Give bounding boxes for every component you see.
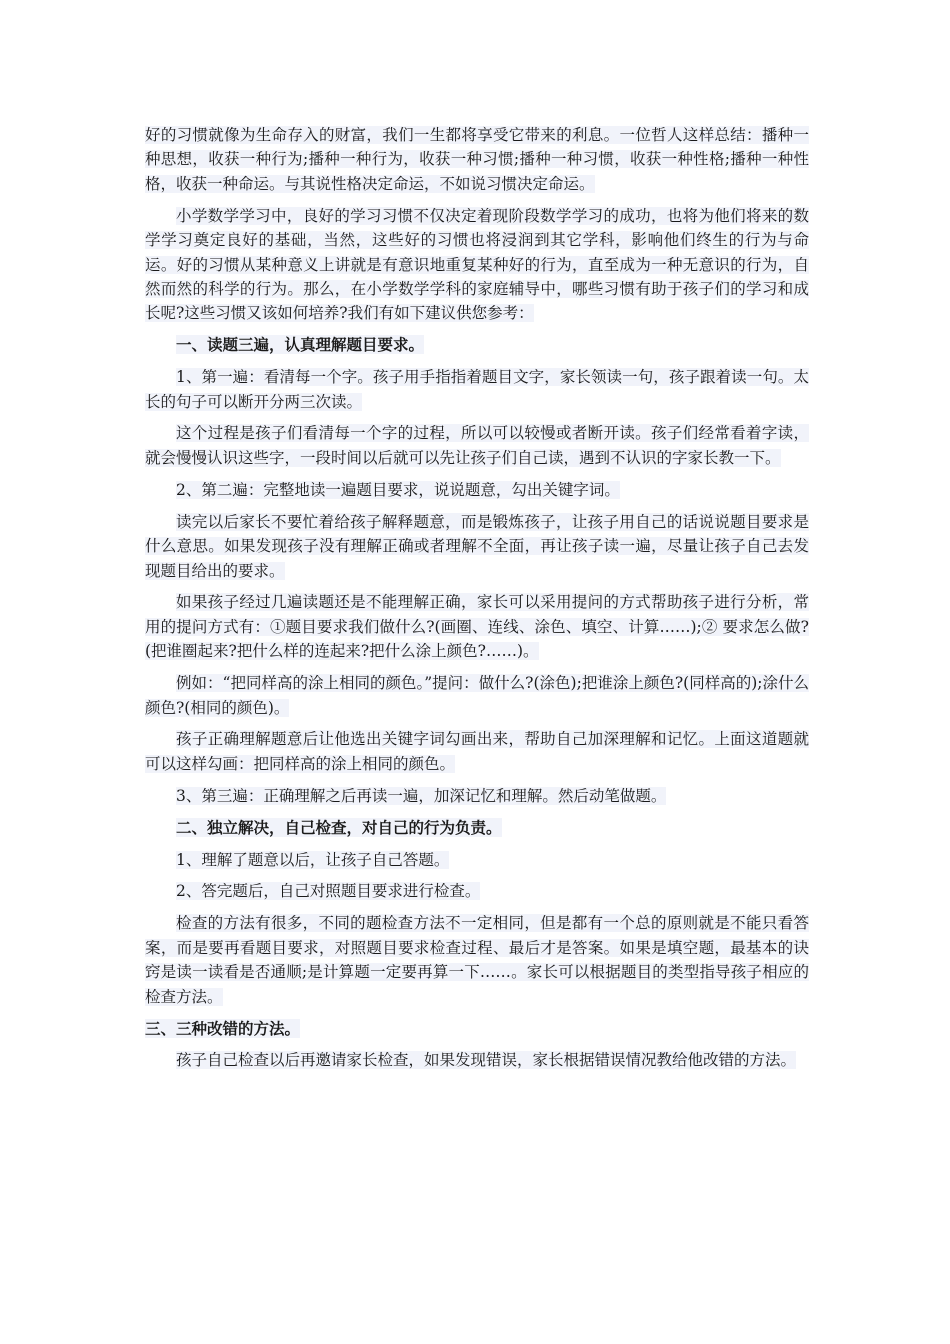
body-paragraph: 孩子自己检查以后再邀请家长检查，如果发现错误，家长根据错误情况教给他改错的方法。 [176,1051,797,1070]
section-heading-2: 二、独立解决，自己检查，对自己的行为负责。 [176,817,502,837]
section-heading-3: 三、三种改错的方法。 [145,1018,301,1038]
body-paragraph: 读完以后家长不要忙着给孩子解释题意，而是锻炼孩子，让孩子用自己的话说说题目要求是什么意思。如果发现孩子没有理解正确或者理解不全面，再让孩子读一遍，尽量让孩子自己去发现题目给出的要求。 [145,512,809,580]
intro-paragraph: 好的习惯就像为生命存入的财富，我们一生都将享受它带来的利息。一位哲人这样总结：播种一种思想，收获一种行为;播种一种行为，收获一种习惯;播种一种习惯，收获一种性格;播种一种性格，收获一种命运。与其说性格决定命运，不如说习惯决定命运。 [145,126,809,193]
document-page [145,123,809,1080]
body-paragraph: 孩子正确理解题意后让他选出关键字词勾画出来，帮助自己加深理解和记忆。上面这道题就可以这样勾画：把同样高的涂上相同的颜色。 [145,730,809,773]
body-paragraph: 2、第二遍：完整地读一遍题目要求，说说题意，勾出关键字词。 [176,480,620,499]
body-paragraph: 检查的方法有很多，不同的题检查方法不一定相同，但是都有一个总的原则就是不能只看答案，而是要再看题目要求，对照题目要求检查过程、最后才是答案。如果是填空题，最基本的诀窍是读一读看是否通顺;是计算题一定要再算一下……。家长可以根据题目的类型指导孩子相应的检查方法。 [145,914,809,1006]
body-paragraph: 1、第一遍：看清每一个字。孩子用手指指着题目文字，家长领读一句，孩子跟着读一句。太长的句子可以断开分两三次读。 [145,368,809,411]
section-heading-1: 一、读题三遍，认真理解题目要求。 [176,335,425,355]
body-paragraph: 2、答完题后，自己对照题目要求进行检查。 [176,882,481,901]
body-paragraph: 1、理解了题意以后，让孩子自己答题。 [176,850,450,869]
body-paragraph: 例如：“把同样高的涂上相同的颜色。”提问：做什么?(涂色);把谁涂上颜色?(同样高的);涂什么颜色?(相同的颜色)。 [145,674,809,717]
body-paragraph: 如果孩子经过几遍读题还是不能理解正确，家长可以采用提问的方式帮助孩子进行分析，常用的提问方式有：①题目要求我们做什么?(画圈、连线、涂色、填空、计算……);② 要求怎么做?(把谁圈起来?把什么样的连起来?把什么涂上颜色?……)。 [145,593,809,661]
body-paragraph: 小学数学学习中，良好的学习习惯不仅决定着现阶段数学学习的成功，也将为他们将来的数学学习奠定良好的基础，当然，这些好的习惯也将浸润到其它学科，影响他们终生的行为与命运。好的习惯从某种意义上讲就是有意识地重复某种好的行为，直至成为一种无意识的行为，自然而然的科学的行为。那么，在小学数学学科的家庭辅导中，哪些习惯有助于孩子们的学习和成长呢?这些习惯又该如何培养?我们有如下建议供您参考： [145,206,809,323]
body-paragraph: 这个过程是孩子们看清每一个字的过程，所以可以较慢或者断开读。孩子们经常看着字读，就会慢慢认识这些字，一段时间以后就可以先让孩子们自己读，遇到不认识的字家长教一下。 [145,424,809,467]
body-paragraph: 3、第三遍：正确理解之后再读一遍，加深记忆和理解。然后动笔做题。 [176,786,667,805]
